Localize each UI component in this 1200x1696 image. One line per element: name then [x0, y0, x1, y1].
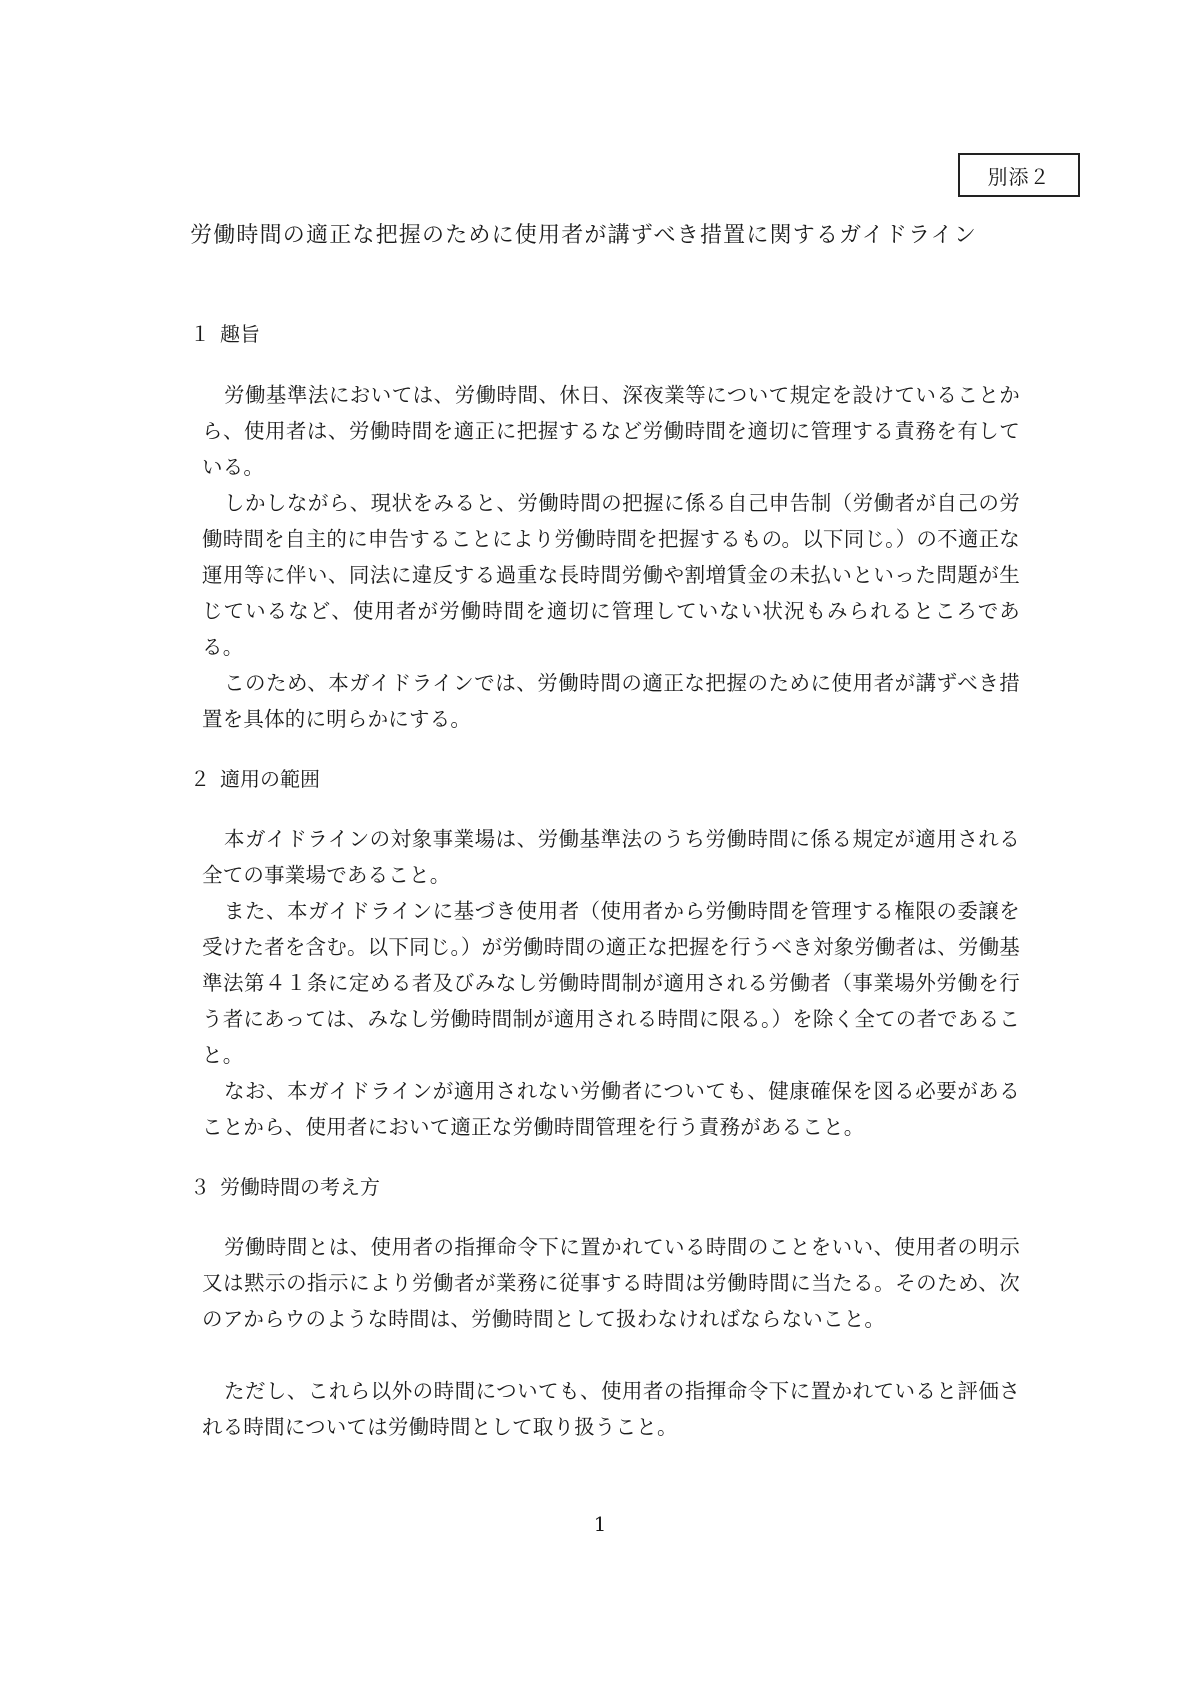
- section-number: １: [190, 322, 210, 346]
- section-number: ２: [190, 767, 210, 791]
- section-1-paragraph-2: しかしながら、現状をみると、労働時間の把握に係る自己申告制（労働者が自己の労働時間を自主的に申告することにより労働時間を把握するもの。以下同じ。）の不適正な運用等に伴い、同法に違反する過重な長時間労働や割増賃金の未払いといった問題が生じているなど、使用者が労働時間を適切に管理していない状況もみられるところである。: [202, 491, 1020, 659]
- section-title: 適用の範囲: [220, 767, 320, 791]
- page-number: 1: [593, 1512, 607, 1536]
- section-1-heading: [190, 318, 260, 347]
- section-1-paragraph-3: このため、本ガイドラインでは、労働時間の適正な把握のために使用者が講ずべき措置を具体的に明らかにする。: [202, 671, 1020, 731]
- section-2-paragraph-3: なお、本ガイドラインが適用されない労働者についても、健康確保を図る必要があることから、使用者において適正な労働時間管理を行う責務があること。: [202, 1079, 1020, 1139]
- section-number: ３: [190, 1175, 210, 1199]
- section-title: 労働時間の考え方: [220, 1175, 380, 1199]
- section-2-paragraph-1: 本ガイドラインの対象事業場は、労働基準法のうち労働時間に係る規定が適用される全ての事業場であること。: [202, 827, 1020, 887]
- section-2-paragraph-2: また、本ガイドラインに基づき使用者（使用者から労働時間を管理する権限の委譲を受けた者を含む。以下同じ。）が労働時間の適正な把握を行うべき対象労働者は、労働基準法第４１条に定める者及びみなし労働時間制が適用される労働者（事業場外労働を行う者にあっては、みなし労働時間制が適用される時間に限る。）を除く全ての者であること。: [202, 899, 1020, 1067]
- document-title: 労働時間の適正な把握のために使用者が講ずべき措置に関するガイドライン: [190, 223, 978, 248]
- section-1-paragraph-1: 労働基準法においては、労働時間、休日、深夜業等について規定を設けていることから、使用者は、労働時間を適正に把握するなど労働時間を適切に管理する責務を有している。: [202, 383, 1020, 479]
- section-2-heading: [190, 763, 320, 792]
- section-3-heading: [190, 1171, 380, 1200]
- annex-label-box: 別添２: [958, 153, 1080, 197]
- section-3-paragraph-2: ただし、これら以外の時間についても、使用者の指揮命令下に置かれていると評価される時間については労働時間として取り扱うこと。: [202, 1379, 1020, 1439]
- section-title: 趣旨: [220, 322, 260, 346]
- section-3-paragraph-1: 労働時間とは、使用者の指揮命令下に置かれている時間のことをいい、使用者の明示又は黙示の指示により労働者が業務に従事する時間は労働時間に当たる。そのため、次のアからウのような時間は、労働時間として扱わなければならないこと。: [202, 1235, 1020, 1331]
